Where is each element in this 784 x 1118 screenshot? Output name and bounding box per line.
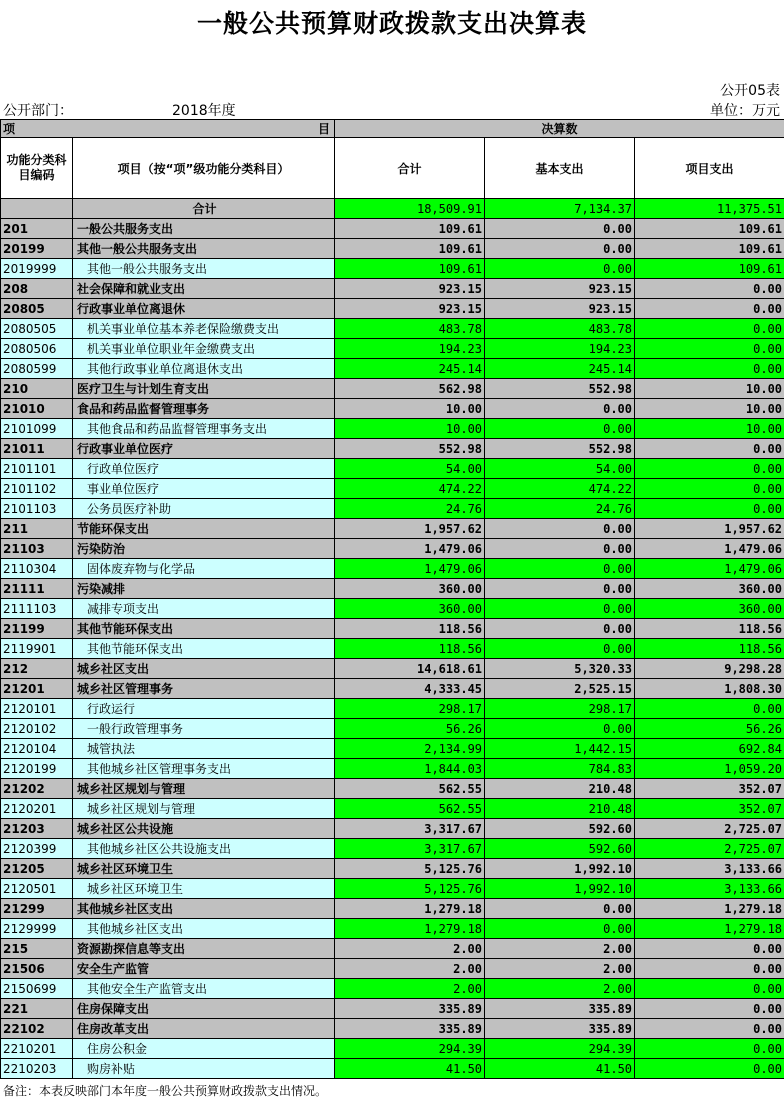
row-basic-cell: 0.00 bbox=[485, 559, 635, 579]
header-row-group bbox=[1, 120, 784, 138]
table-row bbox=[1, 799, 784, 819]
page-title: 一般公共预算财政拨款支出决算表 bbox=[196, 9, 587, 38]
row-basic-cell: 41.50 bbox=[485, 1059, 635, 1079]
table-row bbox=[1, 679, 784, 699]
row-name-cell: 事业单位医疗 bbox=[73, 479, 335, 499]
row-code-cell: 21010 bbox=[1, 399, 73, 419]
table-row bbox=[1, 219, 784, 239]
row-project-cell: 10.00 bbox=[635, 399, 784, 419]
row-total-cell: 360.00 bbox=[335, 599, 485, 619]
row-basic-cell: 0.00 bbox=[485, 239, 635, 259]
row-name-cell: 医疗卫生与计划生育支出 bbox=[73, 379, 335, 399]
table-row bbox=[1, 279, 784, 299]
table-row bbox=[1, 619, 784, 639]
row-project-cell: 0.00 bbox=[635, 999, 784, 1019]
row-project-cell: 0.00 bbox=[635, 359, 784, 379]
row-name-cell: 行政运行 bbox=[73, 699, 335, 719]
row-project-cell: 360.00 bbox=[635, 579, 784, 599]
row-basic-cell: 298.17 bbox=[485, 699, 635, 719]
row-code-cell: 22102 bbox=[1, 1019, 73, 1039]
row-total-cell: 483.78 bbox=[335, 319, 485, 339]
row-basic-cell: 923.15 bbox=[485, 279, 635, 299]
col-header-code: 功能分类科目编码 bbox=[1, 138, 73, 199]
row-project-cell: 109.61 bbox=[635, 219, 784, 239]
row-basic-cell: 194.23 bbox=[485, 339, 635, 359]
row-total-cell: 294.39 bbox=[335, 1039, 485, 1059]
row-total-cell: 109.61 bbox=[335, 239, 485, 259]
row-total-cell: 923.15 bbox=[335, 299, 485, 319]
row-code-cell: 2120199 bbox=[1, 759, 73, 779]
row-project-cell: 0.00 bbox=[635, 459, 784, 479]
row-project-cell: 0.00 bbox=[635, 499, 784, 519]
table-row bbox=[1, 939, 784, 959]
amount-group-header: 决算数 bbox=[335, 120, 784, 138]
row-basic-cell: 7,134.37 bbox=[485, 199, 635, 219]
row-name-cell: 其他行政事业单位离退休支出 bbox=[73, 359, 335, 379]
table-row bbox=[1, 759, 784, 779]
row-name-cell: 安全生产监管 bbox=[73, 959, 335, 979]
row-name-cell: 其他一般公共服务支出 bbox=[73, 259, 335, 279]
row-basic-cell: 592.60 bbox=[485, 839, 635, 859]
row-basic-cell: 0.00 bbox=[485, 579, 635, 599]
row-name-cell: 资源勘探信息等支出 bbox=[73, 939, 335, 959]
row-name-cell: 污染减排 bbox=[73, 579, 335, 599]
table-row bbox=[1, 639, 784, 659]
row-total-cell: 1,479.06 bbox=[335, 539, 485, 559]
row-code-cell: 2150699 bbox=[1, 979, 73, 999]
row-name-cell: 食品和药品监督管理事务 bbox=[73, 399, 335, 419]
table-row bbox=[1, 979, 784, 999]
row-code-cell: 208 bbox=[1, 279, 73, 299]
row-total-cell: 118.56 bbox=[335, 639, 485, 659]
row-code-cell: 21205 bbox=[1, 859, 73, 879]
table-row bbox=[1, 419, 784, 439]
row-total-cell: 552.98 bbox=[335, 439, 485, 459]
col-header-project: 项目支出 bbox=[635, 138, 784, 199]
row-total-cell: 298.17 bbox=[335, 699, 485, 719]
row-code-cell: 2129999 bbox=[1, 919, 73, 939]
row-name-cell: 行政事业单位医疗 bbox=[73, 439, 335, 459]
row-name-cell: 住房改革支出 bbox=[73, 1019, 335, 1039]
table-body bbox=[1, 199, 784, 1079]
row-name-cell: 其他城乡社区支出 bbox=[73, 899, 335, 919]
table-row bbox=[1, 539, 784, 559]
row-total-cell: 562.55 bbox=[335, 779, 485, 799]
row-total-cell: 245.14 bbox=[335, 359, 485, 379]
row-name-cell: 节能环保支出 bbox=[73, 519, 335, 539]
row-basic-cell: 54.00 bbox=[485, 459, 635, 479]
table-row bbox=[1, 739, 784, 759]
row-project-cell: 0.00 bbox=[635, 1039, 784, 1059]
row-project-cell: 56.26 bbox=[635, 719, 784, 739]
row-basic-cell: 474.22 bbox=[485, 479, 635, 499]
row-total-cell: 4,333.45 bbox=[335, 679, 485, 699]
row-code-cell: 2080505 bbox=[1, 319, 73, 339]
row-name-cell: 其他节能环保支出 bbox=[73, 619, 335, 639]
expenditure-table bbox=[0, 119, 784, 1079]
row-basic-cell: 0.00 bbox=[485, 539, 635, 559]
row-basic-cell: 0.00 bbox=[485, 519, 635, 539]
row-total-cell: 109.61 bbox=[335, 259, 485, 279]
row-name-cell: 城乡社区管理事务 bbox=[73, 679, 335, 699]
row-total-cell: 54.00 bbox=[335, 459, 485, 479]
table-row bbox=[1, 459, 784, 479]
row-project-cell: 109.61 bbox=[635, 259, 784, 279]
row-code-cell: 2110304 bbox=[1, 559, 73, 579]
row-basic-cell: 210.48 bbox=[485, 799, 635, 819]
row-project-cell: 360.00 bbox=[635, 599, 784, 619]
row-project-cell: 0.00 bbox=[635, 939, 784, 959]
row-total-cell: 41.50 bbox=[335, 1059, 485, 1079]
col-header-total: 合计 bbox=[335, 138, 485, 199]
col-header-name: 项目（按“项”级功能分类科目） bbox=[73, 138, 335, 199]
row-total-cell: 109.61 bbox=[335, 219, 485, 239]
row-code-cell: 2120101 bbox=[1, 699, 73, 719]
row-code-cell: 21111 bbox=[1, 579, 73, 599]
row-basic-cell: 2.00 bbox=[485, 939, 635, 959]
table-row bbox=[1, 359, 784, 379]
row-code-cell: 215 bbox=[1, 939, 73, 959]
row-total-cell: 2.00 bbox=[335, 939, 485, 959]
table-row bbox=[1, 439, 784, 459]
row-basic-cell: 335.89 bbox=[485, 1019, 635, 1039]
row-project-cell: 9,298.28 bbox=[635, 659, 784, 679]
row-total-cell: 118.56 bbox=[335, 619, 485, 639]
header-row-columns bbox=[1, 138, 784, 199]
row-name-cell: 城管执法 bbox=[73, 739, 335, 759]
table-row bbox=[1, 1019, 784, 1039]
unit-label: 单位：万元 bbox=[710, 103, 780, 119]
row-project-cell: 0.00 bbox=[635, 1019, 784, 1039]
row-code-cell: 2111103 bbox=[1, 599, 73, 619]
row-name-cell: 社会保障和就业支出 bbox=[73, 279, 335, 299]
row-name-cell: 其他城乡社区支出 bbox=[73, 919, 335, 939]
table-row bbox=[1, 959, 784, 979]
row-basic-cell: 1,442.15 bbox=[485, 739, 635, 759]
row-project-cell: 0.00 bbox=[635, 979, 784, 999]
row-name-cell: 减排专项支出 bbox=[73, 599, 335, 619]
row-name-cell: 城乡社区规划与管理 bbox=[73, 779, 335, 799]
row-basic-cell: 245.14 bbox=[485, 359, 635, 379]
row-basic-cell: 0.00 bbox=[485, 599, 635, 619]
row-basic-cell: 0.00 bbox=[485, 639, 635, 659]
row-basic-cell: 0.00 bbox=[485, 919, 635, 939]
row-name-cell: 其他节能环保支出 bbox=[73, 639, 335, 659]
row-code-cell: 2019999 bbox=[1, 259, 73, 279]
row-code-cell: 21506 bbox=[1, 959, 73, 979]
row-project-cell: 3,133.66 bbox=[635, 859, 784, 879]
row-basic-cell: 923.15 bbox=[485, 299, 635, 319]
row-project-cell: 0.00 bbox=[635, 299, 784, 319]
table-row bbox=[1, 499, 784, 519]
row-basic-cell: 552.98 bbox=[485, 439, 635, 459]
row-basic-cell: 0.00 bbox=[485, 899, 635, 919]
row-project-cell: 1,279.18 bbox=[635, 919, 784, 939]
row-project-cell: 10.00 bbox=[635, 419, 784, 439]
fiscal-year: 2018年度 bbox=[172, 103, 236, 119]
row-basic-cell: 0.00 bbox=[485, 259, 635, 279]
table-row bbox=[1, 399, 784, 419]
table-row bbox=[1, 519, 784, 539]
row-name-cell: 行政事业单位离退休 bbox=[73, 299, 335, 319]
table-row bbox=[1, 659, 784, 679]
table-row bbox=[1, 319, 784, 339]
row-project-cell: 0.00 bbox=[635, 319, 784, 339]
table-row bbox=[1, 819, 784, 839]
row-name-cell: 机关事业单位职业年金缴费支出 bbox=[73, 339, 335, 359]
row-name-cell: 其他城乡社区管理事务支出 bbox=[73, 759, 335, 779]
row-code-cell: 221 bbox=[1, 999, 73, 1019]
table-row bbox=[1, 379, 784, 399]
row-code-cell: 21203 bbox=[1, 819, 73, 839]
row-name-cell: 购房补贴 bbox=[73, 1059, 335, 1079]
row-total-cell: 10.00 bbox=[335, 419, 485, 439]
row-name-cell: 城乡社区规划与管理 bbox=[73, 799, 335, 819]
row-basic-cell: 0.00 bbox=[485, 219, 635, 239]
table-row bbox=[1, 899, 784, 919]
row-project-cell: 0.00 bbox=[635, 699, 784, 719]
row-total-cell: 24.76 bbox=[335, 499, 485, 519]
row-project-cell: 0.00 bbox=[635, 339, 784, 359]
table-row bbox=[1, 579, 784, 599]
row-name-cell: 其他城乡社区公共设施支出 bbox=[73, 839, 335, 859]
row-total-cell: 335.89 bbox=[335, 1019, 485, 1039]
row-name-cell: 合计 bbox=[73, 199, 335, 219]
row-total-cell: 2.00 bbox=[335, 959, 485, 979]
row-code-cell: 2120501 bbox=[1, 879, 73, 899]
row-total-cell: 1,479.06 bbox=[335, 559, 485, 579]
row-project-cell: 1,059.20 bbox=[635, 759, 784, 779]
row-code-cell: 2080599 bbox=[1, 359, 73, 379]
row-project-cell: 1,279.18 bbox=[635, 899, 784, 919]
row-code-cell: 2101101 bbox=[1, 459, 73, 479]
row-total-cell: 18,509.91 bbox=[335, 199, 485, 219]
row-code-cell: 2120399 bbox=[1, 839, 73, 859]
row-name-cell: 一般公共服务支出 bbox=[73, 219, 335, 239]
table-row bbox=[1, 559, 784, 579]
row-name-cell: 污染防治 bbox=[73, 539, 335, 559]
table-row bbox=[1, 479, 784, 499]
row-code-cell: 212 bbox=[1, 659, 73, 679]
row-code-cell: 2101099 bbox=[1, 419, 73, 439]
row-basic-cell: 1,992.10 bbox=[485, 879, 635, 899]
table-row bbox=[1, 1039, 784, 1059]
table-row bbox=[1, 859, 784, 879]
row-basic-cell: 0.00 bbox=[485, 619, 635, 639]
row-project-cell: 0.00 bbox=[635, 1059, 784, 1079]
table-row bbox=[1, 999, 784, 1019]
footnote: 备注：本表反映部门本年度一般公共预算财政拨款支出情况。 bbox=[3, 1084, 328, 1098]
row-code-cell: 2210203 bbox=[1, 1059, 73, 1079]
item-header-left: 项 bbox=[3, 122, 16, 136]
col-header-basic: 基本支出 bbox=[485, 138, 635, 199]
row-basic-cell: 210.48 bbox=[485, 779, 635, 799]
row-name-cell: 城乡社区支出 bbox=[73, 659, 335, 679]
row-code-cell: 2080506 bbox=[1, 339, 73, 359]
row-total-cell: 5,125.76 bbox=[335, 859, 485, 879]
row-name-cell: 公务员医疗补助 bbox=[73, 499, 335, 519]
row-project-cell: 3,133.66 bbox=[635, 879, 784, 899]
row-basic-cell: 294.39 bbox=[485, 1039, 635, 1059]
row-basic-cell: 5,320.33 bbox=[485, 659, 635, 679]
table-row bbox=[1, 239, 784, 259]
row-total-cell: 2.00 bbox=[335, 979, 485, 999]
row-name-cell: 住房保障支出 bbox=[73, 999, 335, 1019]
row-name-cell: 城乡社区环境卫生 bbox=[73, 859, 335, 879]
row-basic-cell: 2.00 bbox=[485, 959, 635, 979]
form-code: 公开05表 bbox=[720, 83, 780, 99]
row-total-cell: 562.98 bbox=[335, 379, 485, 399]
row-project-cell: 1,957.62 bbox=[635, 519, 784, 539]
row-basic-cell: 2.00 bbox=[485, 979, 635, 999]
row-total-cell: 335.89 bbox=[335, 999, 485, 1019]
row-code-cell: 2120102 bbox=[1, 719, 73, 739]
row-total-cell: 194.23 bbox=[335, 339, 485, 359]
row-total-cell: 10.00 bbox=[335, 399, 485, 419]
row-project-cell: 2,725.07 bbox=[635, 819, 784, 839]
row-total-cell: 1,279.18 bbox=[335, 919, 485, 939]
row-basic-cell: 335.89 bbox=[485, 999, 635, 1019]
row-code-cell: 21199 bbox=[1, 619, 73, 639]
row-code-cell: 2119901 bbox=[1, 639, 73, 659]
row-total-cell: 1,844.03 bbox=[335, 759, 485, 779]
table-row bbox=[1, 919, 784, 939]
row-code-cell: 210 bbox=[1, 379, 73, 399]
row-code-cell: 2120104 bbox=[1, 739, 73, 759]
row-total-cell: 3,317.67 bbox=[335, 839, 485, 859]
row-name-cell: 其他安全生产监管支出 bbox=[73, 979, 335, 999]
row-project-cell: 352.07 bbox=[635, 779, 784, 799]
row-total-cell: 56.26 bbox=[335, 719, 485, 739]
row-name-cell: 机关事业单位基本养老保险缴费支出 bbox=[73, 319, 335, 339]
row-total-cell: 562.55 bbox=[335, 799, 485, 819]
row-name-cell: 一般行政管理事务 bbox=[73, 719, 335, 739]
row-basic-cell: 24.76 bbox=[485, 499, 635, 519]
row-name-cell: 住房公积金 bbox=[73, 1039, 335, 1059]
table-row bbox=[1, 879, 784, 899]
row-total-cell: 2,134.99 bbox=[335, 739, 485, 759]
row-code-cell bbox=[1, 199, 73, 219]
table-row bbox=[1, 199, 784, 219]
row-total-cell: 5,125.76 bbox=[335, 879, 485, 899]
table-row bbox=[1, 839, 784, 859]
row-total-cell: 1,279.18 bbox=[335, 899, 485, 919]
table-row bbox=[1, 1059, 784, 1079]
row-code-cell: 2101103 bbox=[1, 499, 73, 519]
row-project-cell: 0.00 bbox=[635, 279, 784, 299]
row-project-cell: 1,479.06 bbox=[635, 559, 784, 579]
row-project-cell: 1,479.06 bbox=[635, 539, 784, 559]
row-name-cell: 城乡社区公共设施 bbox=[73, 819, 335, 839]
row-project-cell: 2,725.07 bbox=[635, 839, 784, 859]
row-basic-cell: 592.60 bbox=[485, 819, 635, 839]
row-basic-cell: 1,992.10 bbox=[485, 859, 635, 879]
table-row bbox=[1, 599, 784, 619]
item-header-cell bbox=[1, 120, 335, 138]
row-code-cell: 2101102 bbox=[1, 479, 73, 499]
row-code-cell: 21299 bbox=[1, 899, 73, 919]
row-code-cell: 21202 bbox=[1, 779, 73, 799]
row-project-cell: 0.00 bbox=[635, 439, 784, 459]
table-row bbox=[1, 299, 784, 319]
row-code-cell: 20199 bbox=[1, 239, 73, 259]
row-basic-cell: 483.78 bbox=[485, 319, 635, 339]
row-basic-cell: 0.00 bbox=[485, 719, 635, 739]
table-row bbox=[1, 699, 784, 719]
row-code-cell: 201 bbox=[1, 219, 73, 239]
row-basic-cell: 2,525.15 bbox=[485, 679, 635, 699]
row-total-cell: 1,957.62 bbox=[335, 519, 485, 539]
department-label: 公开部门： bbox=[3, 103, 73, 119]
row-total-cell: 360.00 bbox=[335, 579, 485, 599]
row-project-cell: 109.61 bbox=[635, 239, 784, 259]
row-name-cell: 其他食品和药品监督管理事务支出 bbox=[73, 419, 335, 439]
table-row bbox=[1, 259, 784, 279]
row-basic-cell: 0.00 bbox=[485, 399, 635, 419]
row-project-cell: 0.00 bbox=[635, 959, 784, 979]
row-project-cell: 118.56 bbox=[635, 639, 784, 659]
row-total-cell: 474.22 bbox=[335, 479, 485, 499]
row-total-cell: 923.15 bbox=[335, 279, 485, 299]
row-code-cell: 20805 bbox=[1, 299, 73, 319]
row-name-cell: 城乡社区环境卫生 bbox=[73, 879, 335, 899]
row-project-cell: 0.00 bbox=[635, 479, 784, 499]
row-basic-cell: 552.98 bbox=[485, 379, 635, 399]
row-code-cell: 21201 bbox=[1, 679, 73, 699]
row-code-cell: 2210201 bbox=[1, 1039, 73, 1059]
table-row bbox=[1, 719, 784, 739]
row-code-cell: 21011 bbox=[1, 439, 73, 459]
row-project-cell: 10.00 bbox=[635, 379, 784, 399]
row-code-cell: 211 bbox=[1, 519, 73, 539]
row-project-cell: 1,808.30 bbox=[635, 679, 784, 699]
row-total-cell: 3,317.67 bbox=[335, 819, 485, 839]
row-code-cell: 2120201 bbox=[1, 799, 73, 819]
row-name-cell: 其他一般公共服务支出 bbox=[73, 239, 335, 259]
row-project-cell: 118.56 bbox=[635, 619, 784, 639]
row-basic-cell: 0.00 bbox=[485, 419, 635, 439]
row-name-cell: 行政单位医疗 bbox=[73, 459, 335, 479]
table-row bbox=[1, 339, 784, 359]
row-name-cell: 固体废弃物与化学品 bbox=[73, 559, 335, 579]
row-project-cell: 692.84 bbox=[635, 739, 784, 759]
item-header-right: 目 bbox=[318, 122, 331, 136]
row-basic-cell: 784.83 bbox=[485, 759, 635, 779]
row-project-cell: 11,375.51 bbox=[635, 199, 784, 219]
row-code-cell: 21103 bbox=[1, 539, 73, 559]
row-project-cell: 352.07 bbox=[635, 799, 784, 819]
table-row bbox=[1, 779, 784, 799]
row-total-cell: 14,618.61 bbox=[335, 659, 485, 679]
